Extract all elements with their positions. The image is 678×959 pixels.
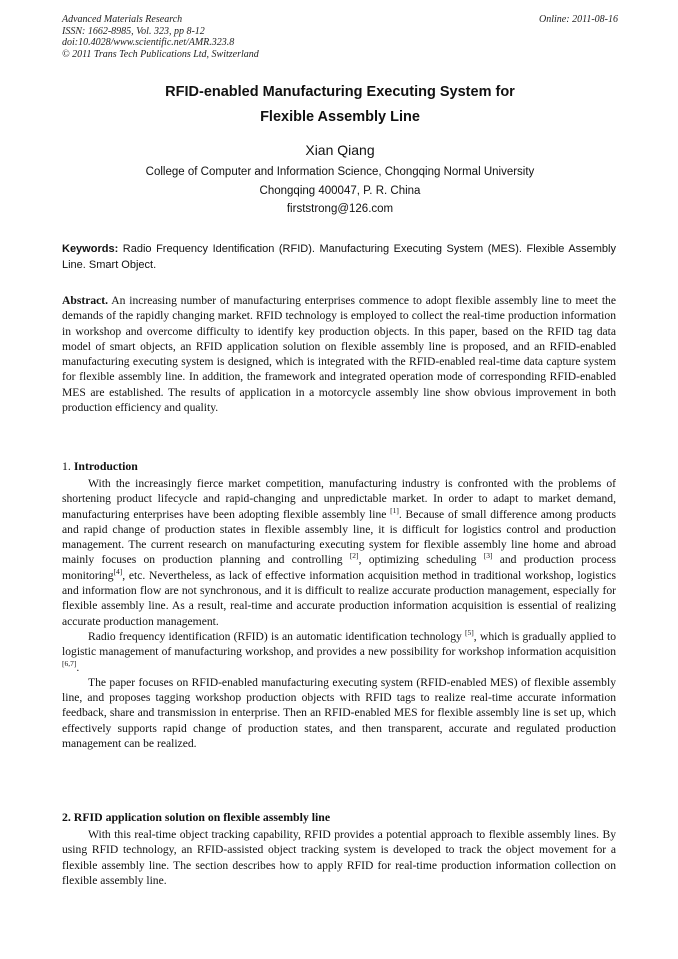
author-name: Xian Qiang: [305, 142, 375, 158]
text-run: . Because of small difference among products and rapid change of production states in flexible assembly line, it is difficult for logistics control and production management. The current research on manufacturing executing system for flexible assembly line home and abroad mainly focuses on production planning and controlling: [62, 507, 616, 567]
section-title: Introduction: [73, 459, 138, 473]
affiliation-line2: Chongqing 400047, P. R. China: [259, 184, 421, 197]
citation-ref[interactable]: [6,7]: [62, 658, 77, 668]
abstract-label: Abstract.: [62, 294, 109, 307]
online-date: Online: 2011-08-16: [539, 14, 618, 25]
text-run: With the increasingly fierce market competition, manufacturing industry is confronted with the problems of shortening product lifecycle and rapid-changing and unpredictable market. In order to adapt to market demand, manufacturing enterprises have been adopting flexible assembly line: [62, 477, 616, 521]
author-affiliation: [62, 163, 618, 219]
citation-ref[interactable]: [4]: [113, 566, 123, 576]
journal-issn: ISSN: 1662-8985, Vol. 323, pp 8-12: [62, 25, 205, 37]
keywords-block: [62, 241, 616, 273]
section2-paragraph-1: With this real-time object tracking capability, RFID provides a potential approach to flexible assembly lines. By using RFID technology, an RFID-assisted object tracking system is developed to track the object movement for a flexible assembly line. The section describes how to apply RFID for real-time production information collection on flexible assembly line.: [62, 828, 616, 887]
section-rfid-solution: [62, 809, 616, 888]
section-title: 2. RFID application solution on flexible assembly line: [62, 810, 331, 824]
journal-info: [62, 14, 618, 60]
abstract-block: [62, 293, 616, 415]
paper-title: [62, 80, 618, 130]
keywords-label: Keywords:: [62, 243, 119, 255]
author-email[interactable]: firststrong@126.com: [286, 203, 394, 215]
citation-ref[interactable]: [2]: [349, 551, 359, 561]
text-run: , optimizing scheduling: [358, 553, 484, 567]
text-run: and production process monitoring: [62, 553, 616, 582]
keywords-text: Radio Frequency Identification (RFID). Manufacturing Executing System (MES). Flexible Assembly Line. Smart Object.: [62, 243, 616, 271]
intro-paragraph-3: The paper focuses on RFID-enabled manufacturing executing system (RFID-enabled MES) of flexible assembly line, and proposes tagging workshop production objects with RFID tags to realize real-time accurate information feedback, share and transmission in enterprise. Then an RFID-enabled MES for flexible assembly line is set up, which effectively supports rapid change of production states, and then transparent, accurate and regulated production management can be realized.: [62, 675, 616, 751]
text-run: Radio frequency identification (RFID) is an automatic identification technology: [88, 629, 466, 643]
section-number: 1.: [62, 459, 71, 473]
affiliation-line1: College of Computer and Information Science, Chongqing Normal University: [145, 166, 535, 178]
intro-paragraph-1: [62, 476, 616, 629]
section-introduction: [62, 458, 616, 751]
journal-copyright: © 2011 Trans Tech Publications Ltd, Switzerland: [62, 48, 259, 60]
text-run: , etc. Nevertheless, as lack of effective information acquisition method in traditional workshop, logistics and information flow are not synchronous, and it is difficult to realize accurate production management, especially for flexible assembly line. As a result, real-time and accurate production information acquisition is essential of realizing accurate production management.: [62, 568, 616, 628]
section-heading: [62, 809, 616, 825]
text-run: , which is gradually applied to logistic management of manufacturing workshop, and provides a new possibility for workshop information acquisition: [62, 629, 616, 659]
citation-ref[interactable]: [3]: [483, 551, 493, 561]
journal-name: Advanced Materials Research: [62, 14, 183, 25]
journal-doi[interactable]: doi:10.4028/www.scientific.net/AMR.323.8: [62, 37, 235, 48]
paper-title-line2: Flexible Assembly Line: [260, 109, 420, 125]
abstract-text: An increasing number of manufacturing enterprises commence to adopt flexible assembly line to meet the demands of the rapidly changing market. RFID technology is employed to collect the real-time production information in workshop and overcome difficulty to identify key production objects. In this paper, based on the RFID tag data model of smart objects, an RFID application solution on flexible assembly line is proposed, and an RFID-enabled manufacturing executing system is designed, which is integrated with the RFID-enabled real-time data capture system for flexible assembly line. In addition, the framework and integrated operation mode of corresponding RFID-enabled MES are established. The results of application in a motorcycle assembly line show obvious improvement in both production efficiency and quality.: [62, 294, 616, 415]
text-run: .: [76, 660, 80, 674]
intro-paragraph-2: [62, 629, 616, 675]
citation-ref[interactable]: [1]: [390, 505, 399, 515]
journal-header: [62, 14, 618, 60]
paper-title-line1: RFID-enabled Manufacturing Executing System for: [165, 84, 515, 100]
section-heading: [62, 458, 616, 474]
citation-ref[interactable]: [5]: [465, 628, 474, 638]
